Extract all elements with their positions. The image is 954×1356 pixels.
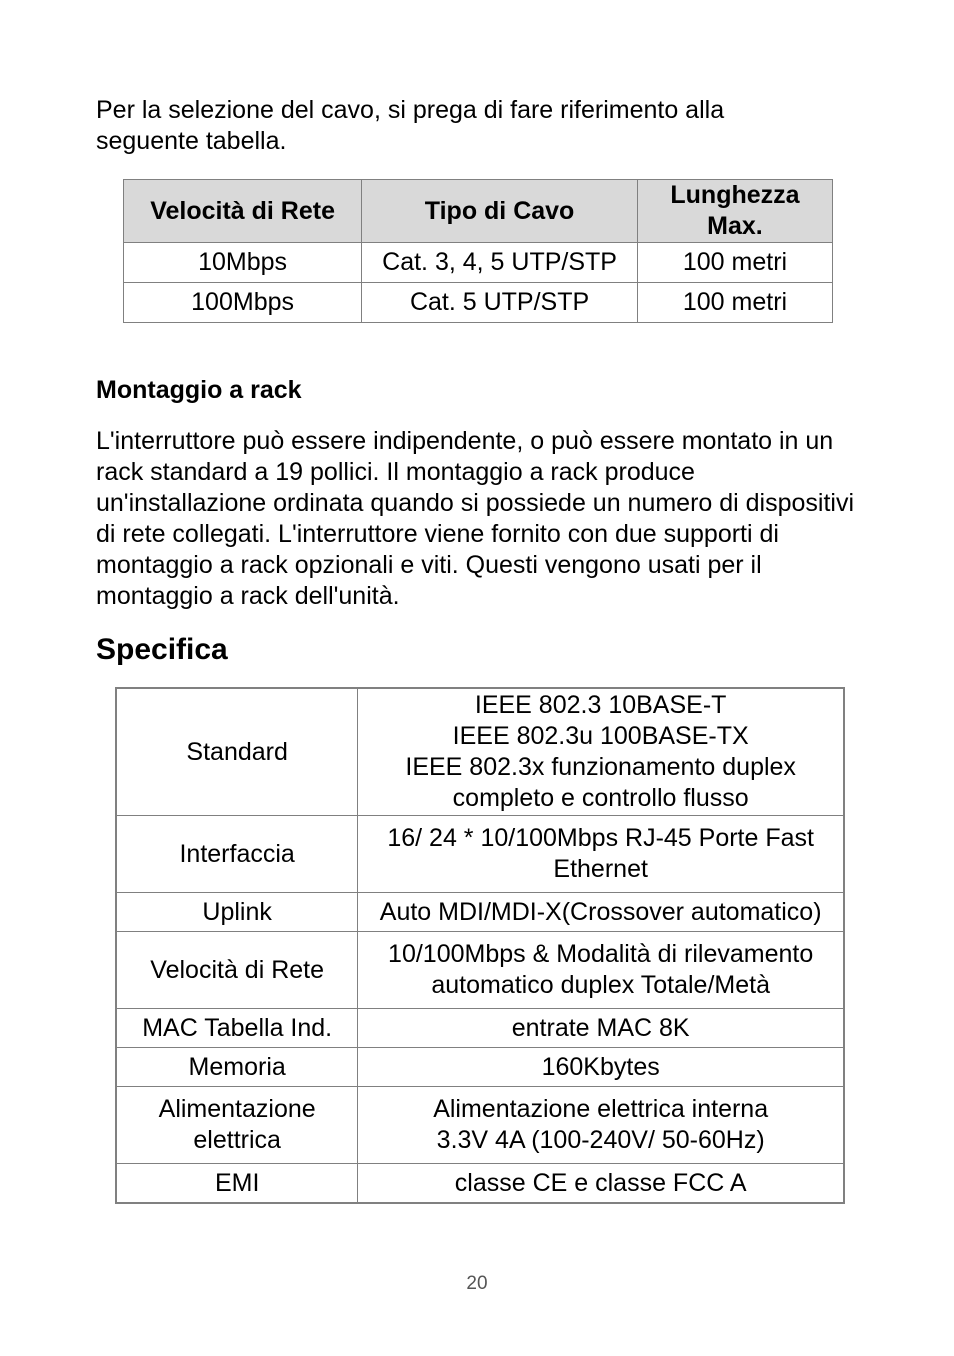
spec-key: EMI	[116, 1164, 358, 1204]
spec-value: 10/100Mbps & Modalità di rilevamento automatico duplex Totale/Metà	[358, 932, 844, 1009]
spec-value: 16/ 24 * 10/100Mbps RJ-45 Porte Fast Ethernet	[358, 816, 844, 893]
rack-section-body: L'interruttore può essere indipendente, o può essere montato in un rack standard a 19 pollici. Il montaggio a rack produce un'installazione ordinata quando si possiede un numero di dispositivi di rete collegati. L'interruttore viene fornito con due supporti di montaggio a rack opzionali e viti. Questi vengono usati per il montaggio a rack dell'unità.	[96, 427, 855, 610]
spec-value-line: IEEE 802.3u 100BASE-TX	[452, 722, 749, 750]
table-row	[116, 1009, 844, 1048]
spec-value	[358, 1087, 844, 1164]
spec-key: Velocità di Rete	[116, 932, 358, 1009]
spec-section-title: Specifica	[96, 633, 228, 666]
cable-cell-type: Cat. 5 UTP/STP	[362, 283, 638, 323]
spec-key: Alimentazione elettrica	[116, 1087, 358, 1164]
spec-value: classe CE e classe FCC A	[358, 1164, 844, 1204]
table-row	[116, 1164, 844, 1204]
spec-table	[115, 687, 845, 1204]
cable-cell-type: Cat. 3, 4, 5 UTP/STP	[362, 243, 638, 283]
cable-cell-speed: 10Mbps	[124, 243, 362, 283]
table-row	[124, 243, 833, 283]
spec-value-line: 3.3V 4A (100-240V/ 50-60Hz)	[436, 1126, 765, 1154]
cable-cell-length: 100 metri	[637, 243, 832, 283]
table-row	[116, 1048, 844, 1087]
cable-header-type: Tipo di Cavo	[362, 180, 638, 243]
cable-table-header-row	[124, 180, 833, 243]
rack-section-title: Montaggio a rack	[96, 376, 302, 404]
table-row	[116, 688, 844, 816]
spec-value-line: IEEE 802.3 10BASE-T	[474, 691, 727, 719]
spec-value: entrate MAC 8K	[358, 1009, 844, 1048]
page-number: 20	[466, 1273, 488, 1294]
table-row	[116, 816, 844, 893]
spec-key: Standard	[116, 688, 358, 816]
table-row	[116, 1087, 844, 1164]
cable-cell-length: 100 metri	[637, 283, 832, 323]
spec-value-line: IEEE 802.3x funzionamento duplex completo e controllo flusso	[405, 753, 796, 812]
spec-key: Interfaccia	[116, 816, 358, 893]
spec-value	[358, 688, 844, 816]
cable-header-length: Lunghezza Max.	[637, 180, 832, 243]
table-row	[116, 932, 844, 1009]
spec-value-line: Alimentazione elettrica interna	[433, 1095, 769, 1123]
cable-table	[123, 179, 833, 323]
spec-key: Memoria	[116, 1048, 358, 1087]
table-row	[124, 283, 833, 323]
cable-cell-speed: 100Mbps	[124, 283, 362, 323]
spec-key: MAC Tabella Ind.	[116, 1009, 358, 1048]
intro-paragraph: Per la selezione del cavo, si prega di fare riferimento alla seguente tabella.	[96, 96, 725, 155]
spec-key: Uplink	[116, 893, 358, 932]
cable-header-speed: Velocità di Rete	[124, 180, 362, 243]
spec-value: 160Kbytes	[358, 1048, 844, 1087]
table-row	[116, 893, 844, 932]
spec-value: Auto MDI/MDI-X(Crossover automatico)	[358, 893, 844, 932]
